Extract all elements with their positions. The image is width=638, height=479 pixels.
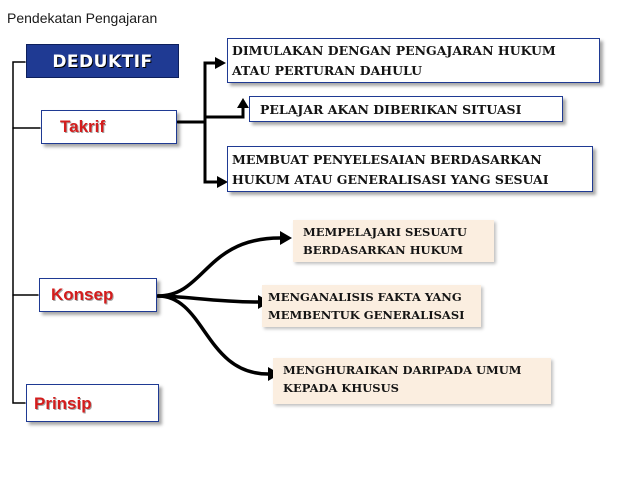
deduktif-box — [26, 44, 179, 78]
takrif-bracket — [205, 63, 218, 182]
trunk-line — [13, 62, 25, 403]
konsep-curve-bottom — [158, 296, 268, 374]
deduktif-label: DEDUKTIF — [52, 52, 153, 72]
konsep-item-menganalisis-text: MENGANALISIS FAKTA YANG MEMBENTUK GENERALISASI — [268, 290, 465, 322]
konsep-item-menganalisis — [262, 285, 481, 327]
prinsip-label: Prinsip — [34, 394, 92, 413]
takrif-item-pelajar-text: PELAJAR AKAN DIBERIKAN SITUASI — [260, 102, 522, 117]
prinsip-box — [26, 384, 159, 422]
takrif-label: Takrif — [60, 117, 106, 136]
takrif-item-dimulakan-text: DIMULAKAN DENGAN PENGAJARAN HUKUM ATAU PERTURAN DAHULU — [232, 43, 556, 78]
konsep-box — [39, 278, 157, 312]
takrif-item-membuat-text: MEMBUAT PENYELESAIAN BERDASARKAN HUKUM ATAU GENERALISASI YANG SESUAI — [232, 152, 549, 187]
arrowhead-dimulakan — [215, 57, 226, 69]
takrif-box — [41, 110, 177, 144]
arrowhead-mempelajari — [280, 231, 292, 245]
konsep-item-mempelajari-text: MEMPELAJARI SESUATU BERDASARKAN HUKUM — [303, 225, 467, 257]
konsep-item-menghuraikan-text: MENGHURAIKAN DARIPADA UMUM KEPADA KHUSUS — [283, 363, 522, 395]
takrif-item-dimulakan — [227, 38, 600, 83]
takrif-item-membuat — [227, 146, 593, 192]
konsep-item-mempelajari — [293, 220, 494, 262]
page-title: Pendekatan Pengajaran — [7, 10, 158, 26]
takrif-item-pelajar — [249, 96, 563, 122]
konsep-label: Konsep — [51, 285, 114, 304]
arrowhead-pelajar — [237, 98, 249, 108]
konsep-item-menghuraikan — [273, 358, 551, 404]
